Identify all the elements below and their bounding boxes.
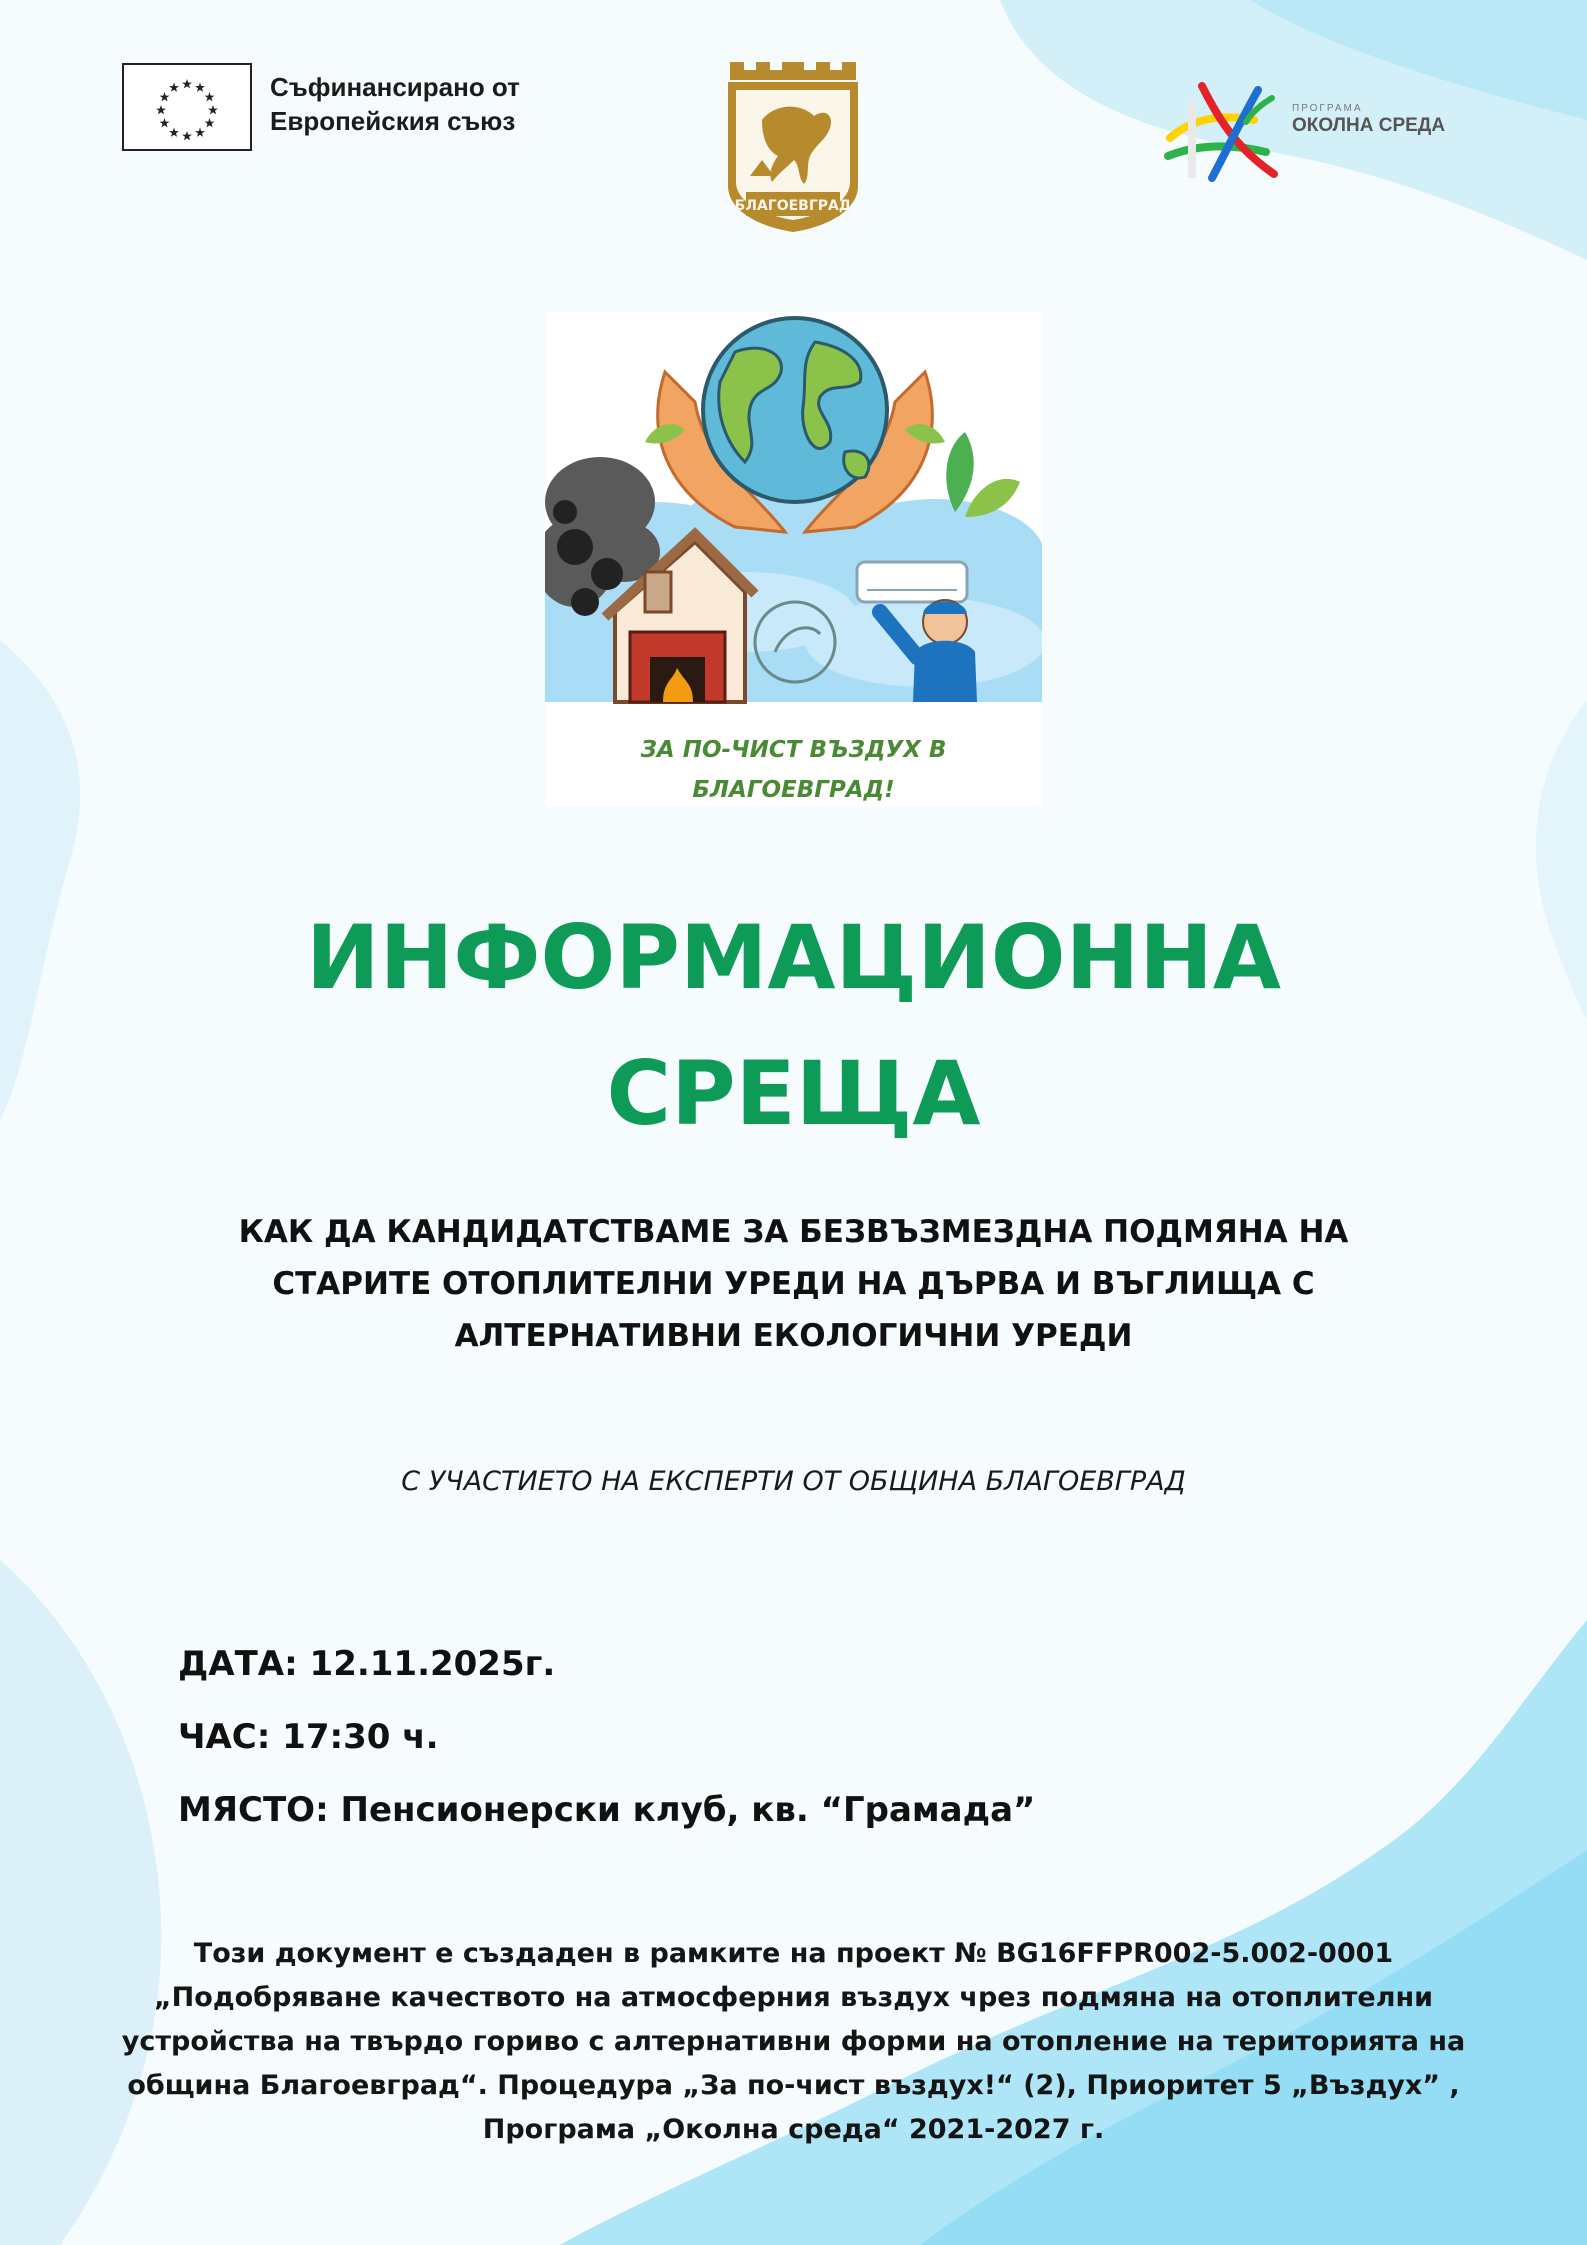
- eu-cofinanced-label: [270, 70, 520, 138]
- blagoevgrad-crest-icon: [722, 58, 864, 234]
- meeting-details: [178, 1628, 1035, 1847]
- meeting-topic: [0, 1206, 1587, 1362]
- illustration-caption-line2: БЛАГОЕВГРАД!: [692, 777, 895, 803]
- illustration-caption-line1: ЗА ПО-ЧИСТ ВЪЗДУХ В: [640, 737, 947, 763]
- meeting-time: ЧАС: 17:30 ч.: [178, 1717, 439, 1757]
- disclaimer-line1: Този документ е създаден в рамките на проект № BG16FFPR002-5.002-0001: [193, 1938, 1394, 1969]
- page-title-line2: СРЕЩА: [606, 1042, 981, 1145]
- page-title: [0, 890, 1587, 1162]
- illustration-caption: [545, 730, 1042, 810]
- meeting-place: МЯСТО: Пенсионерски клуб, кв. “Грамада”: [178, 1790, 1036, 1830]
- disclaimer-line3: устройства на твърдо гориво с алтернативни форми на отопление на територията на: [121, 2026, 1466, 2057]
- clean-air-illustration: [545, 312, 1042, 807]
- meeting-topic-line3: АЛТЕРНАТИВНИ ЕКОЛОГИЧНИ УРЕДИ: [454, 1318, 1133, 1354]
- eu-text-line2: Европейския съюз: [270, 106, 516, 136]
- programme-small-label: ПРОГРАМА: [1292, 103, 1363, 114]
- meeting-topic-line2: СТАРИТЕ ОТОПЛИТЕЛНИ УРЕДИ НА ДЪРВА И ВЪГЛИЩА С: [272, 1266, 1315, 1302]
- project-disclaimer: [0, 1932, 1587, 2152]
- programme-name: ОКОЛНА СРЕДА: [1292, 115, 1446, 136]
- meeting-date: ДАТА: 12.11.2025г.: [178, 1644, 556, 1684]
- eu-text-line1: Съфинансирано от: [270, 72, 520, 102]
- page-title-line1: ИНФОРМАЦИОННА: [305, 906, 1282, 1009]
- eu-flag-icon: [122, 63, 252, 151]
- disclaimer-line5: Програма „Околна среда“ 2021-2027 г.: [482, 2114, 1105, 2145]
- disclaimer-line2: „Подобряване качеството на атмосферния въздух чрез подмяна на отоплителни: [153, 1982, 1434, 2013]
- disclaimer-line4: община Благоевград“. Процедура „За по-чист въздух!“ (2), Приоритет 5 „Въздух” ,: [127, 2070, 1460, 2101]
- okolna-sreda-logo-icon: [1162, 78, 1292, 182]
- meeting-topic-line1: КАК ДА КАНДИДАТСТВАМЕ ЗА БЕЗВЪЗМЕЗДНА ПОДМЯНА НА: [238, 1214, 1349, 1250]
- experts-note: С УЧАСТИЕТО НА ЕКСПЕРТИ ОТ ОБЩИНА БЛАГОЕВГРАД: [401, 1466, 1186, 1497]
- crest-label: БЛАГОЕВГРАД: [734, 198, 852, 214]
